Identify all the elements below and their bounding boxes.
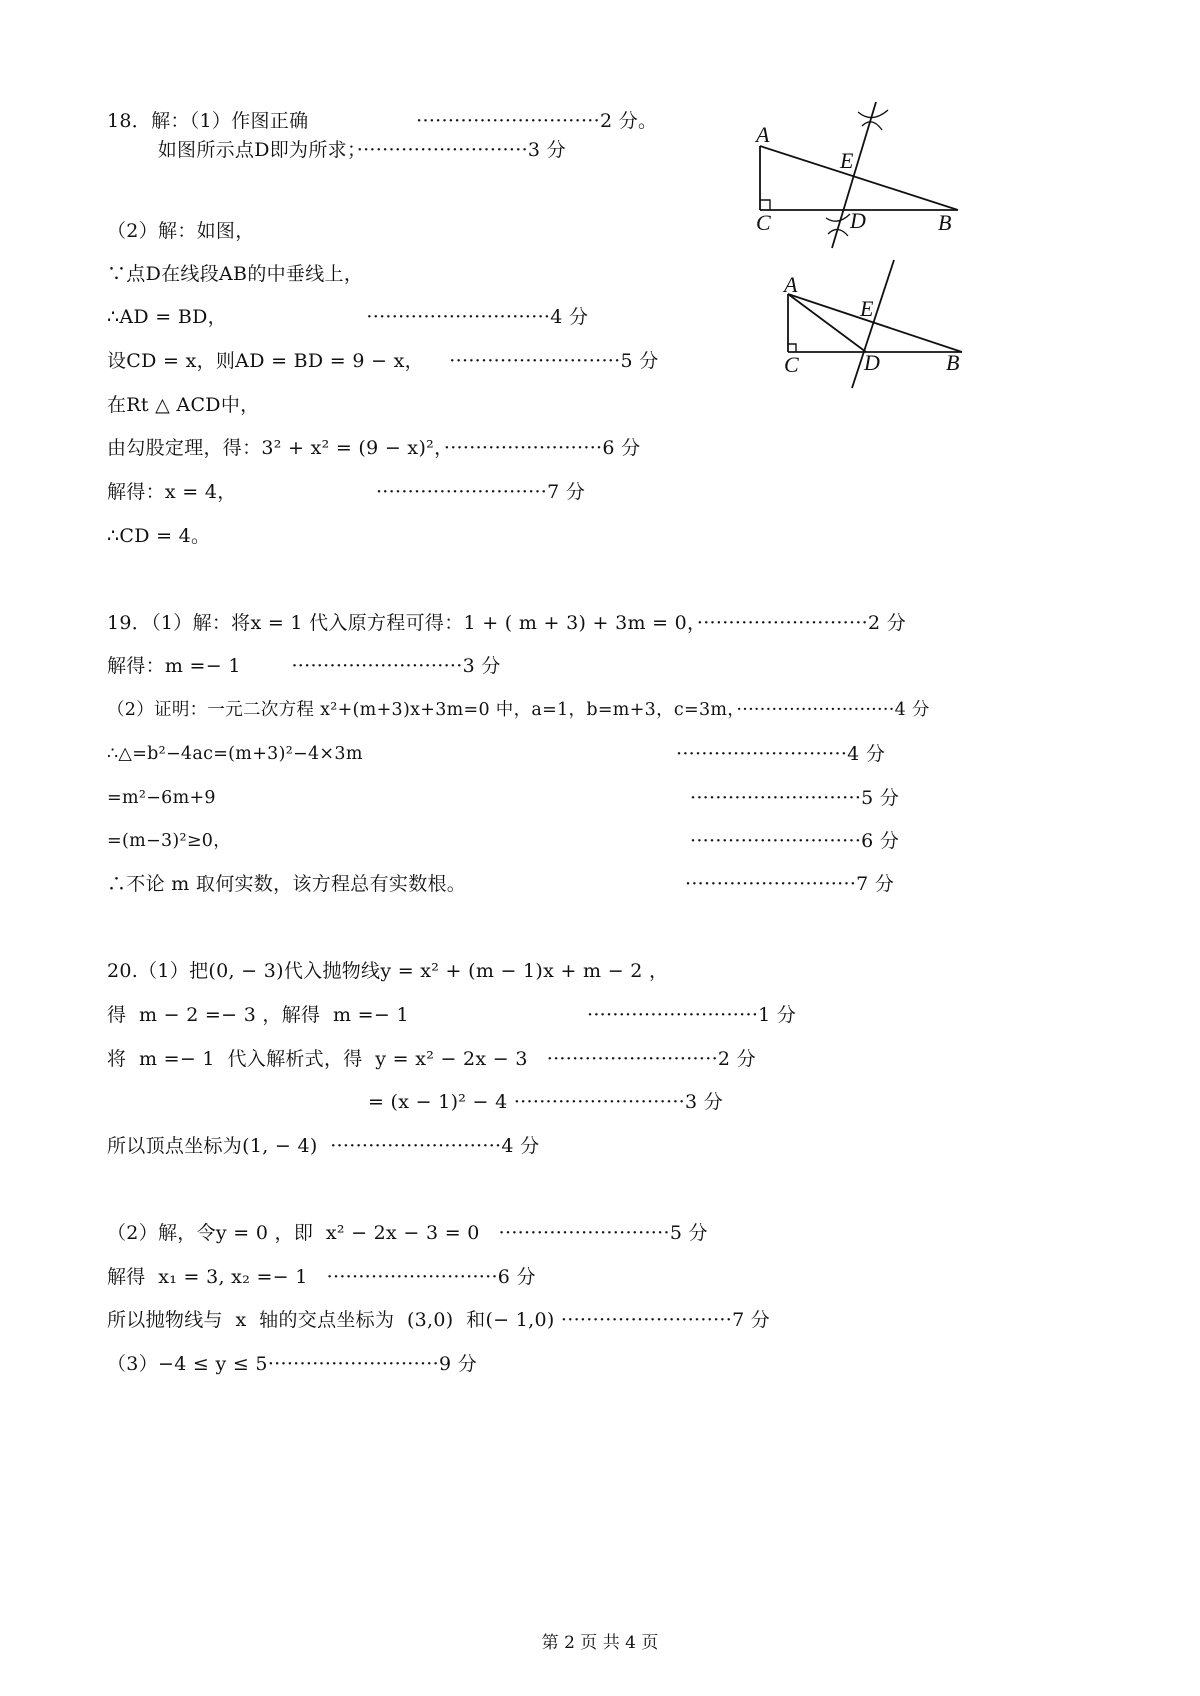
q20-line-3: 将 m =− 1 代入解析式，得 y = x² − 2x − 3 ···························2 分 — [107, 1048, 756, 1070]
fig2-label-c: C — [784, 352, 799, 377]
q19-line-4-score: ···························4 分 — [676, 743, 886, 765]
fig2-label-a: A — [784, 272, 798, 297]
q18-line-5: ∴AD = BD， ·····························4 分 — [107, 306, 589, 328]
fig2-label-e: E — [860, 296, 874, 321]
q19-line-1: 19．（1）解：将x = 1 代入原方程可得：1 + ( m + 3) + 3m = 0，···························2 分 — [107, 612, 907, 634]
q19-line-2: 解得：m =− 1 ···························3 分 — [107, 655, 501, 677]
fig1-label-a: A — [756, 122, 770, 147]
q20-line-1: 20.（1）把(0, − 3)代入抛物线y = x² + (m − 1)x + m − 2 ， — [107, 960, 669, 982]
q20-line-2: 得 m − 2 =− 3 ，解得 m =− 1 — [107, 1004, 409, 1026]
fig1-label-b: B — [938, 210, 952, 235]
fig1-label-d: D — [850, 208, 866, 233]
q18-line-8: 由勾股定理，得：3² + x² = (9 − x)²，·························6 分 — [107, 437, 641, 459]
q19-line-5-score: ···························5 分 — [690, 787, 900, 809]
fig2-label-d: D — [864, 350, 880, 375]
fig2-label-b: B — [946, 350, 960, 375]
q20-line-2-score: ···························1 分 — [587, 1004, 797, 1026]
q18-line-3: （2）解：如图， — [107, 220, 255, 242]
q19-line-4: ∴△=b²−4ac=(m+3)²−4×3m — [107, 744, 363, 764]
q19-line-5: =m²−6m+9 — [107, 788, 216, 808]
q18-line-1: 18．解：（1）作图正确 ·····························2 分。 — [107, 110, 658, 132]
figure-solution — [770, 256, 1000, 396]
q18-line-6: 设CD = x，则AD = BD = 9 − x， ···························5 分 — [107, 350, 659, 372]
q18-line-7: 在Rt △ ACD中， — [107, 394, 260, 416]
q20-line-4: = (x − 1)² − 4 ···························3 分 — [368, 1091, 724, 1113]
q20-line-8: 所以抛物线与 x 轴的交点坐标为 (3,0) 和(− 1,0) ···························7 分 — [107, 1309, 771, 1331]
figure-construction — [740, 100, 1000, 250]
q19-line-7-score: ···························7 分 — [685, 873, 895, 895]
q18-line-2: 如图所示点D即为所求；···························3 分 — [107, 139, 566, 161]
q19-line-6: =(m−3)²≥0， — [107, 831, 232, 851]
fig1-label-e: E — [840, 148, 854, 173]
q19-line-7: ∴不论 m 取何实数，该方程总有实数根。 — [107, 873, 467, 895]
page-footer: 第 2 页 共 4 页 — [541, 1633, 659, 1653]
q20-line-9: （3）−4 ≤ y ≤ 5···························9 分 — [107, 1353, 478, 1375]
q20-line-6: （2）解，令y = 0 ，即 x² − 2x − 3 = 0 ···························5 分 — [107, 1222, 708, 1244]
q18-line-4: ∵点D在线段AB的中垂线上， — [107, 263, 364, 285]
q20-line-5: 所以顶点坐标为(1, − 4) ···························4 分 — [107, 1135, 540, 1157]
q20-line-7: 解得 x₁ = 3, x₂ =− 1 ···························6 分 — [107, 1266, 536, 1288]
q18-line-9: 解得：x = 4， ···························7 分 — [107, 481, 586, 503]
q18-line-10: ∴CD = 4。 — [107, 525, 211, 547]
q19-line-3: （2）证明：一元二次方程 x²+(m+3)x+3m=0 中，a=1，b=m+3，c=3m，···························4 分 — [107, 700, 930, 720]
q19-line-6-score: ···························6 分 — [690, 830, 900, 852]
fig1-label-c: C — [756, 210, 771, 235]
